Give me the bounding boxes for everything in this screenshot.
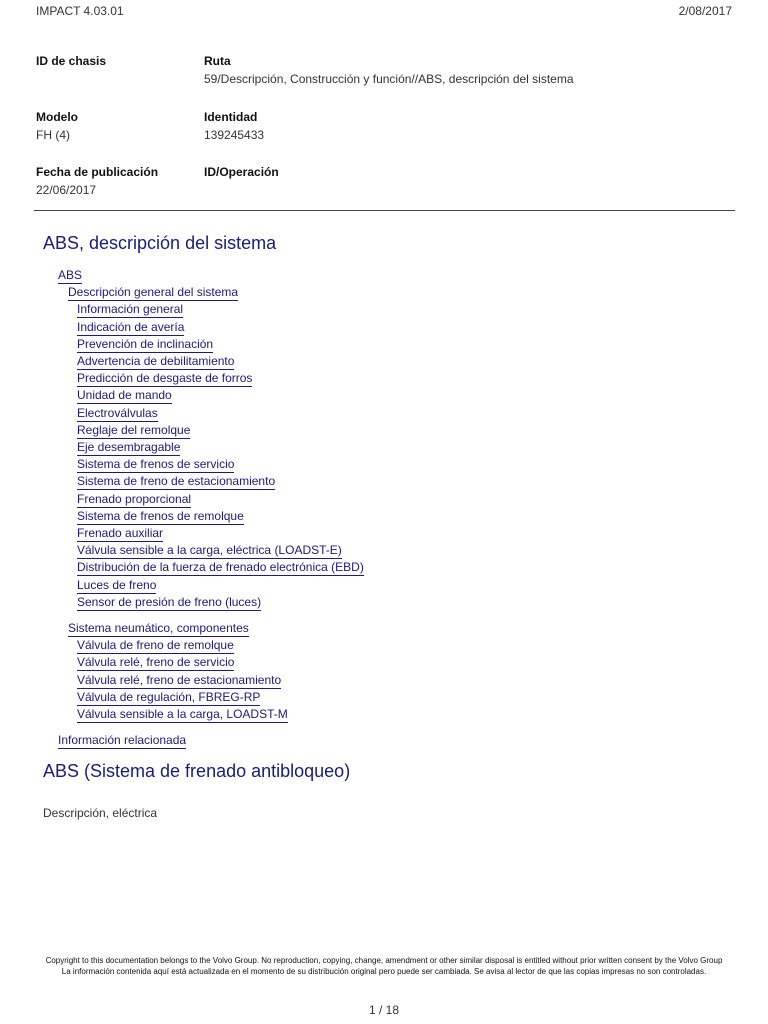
toc-link[interactable]: Predicción de desgaste de forros <box>77 371 253 386</box>
chassis-block <box>36 54 106 72</box>
route-block <box>204 54 574 86</box>
pubdate-label: Fecha de publicación <box>36 165 159 179</box>
toc-link[interactable]: Frenado proporcional <box>77 491 192 506</box>
pubdate-value: 22/06/2017 <box>36 183 97 197</box>
toc-link[interactable]: Luces de freno <box>77 577 157 592</box>
toc-link[interactable]: Frenado auxiliar <box>77 526 164 540</box>
model-block <box>36 110 78 142</box>
footer-notice <box>30 955 738 977</box>
toc-link[interactable]: Válvula sensible a la carga, LOADST-M <box>77 707 288 721</box>
header-divider <box>34 210 735 211</box>
toc-link[interactable]: Válvula de regulación, FBREG-RP <box>77 689 261 704</box>
toc-link[interactable]: Válvula relé, freno de servicio <box>77 655 235 670</box>
chassis-label: ID de chasis <box>36 54 107 68</box>
print-date: 2/08/2017 <box>678 4 732 18</box>
toc-link[interactable]: Sensor de presión de freno (luces) <box>77 594 262 609</box>
toc-link[interactable]: ABS <box>58 268 83 282</box>
toc-link[interactable]: Válvula sensible a la carga, eléctrica (LOADST-E) <box>77 543 342 558</box>
route-label: Ruta <box>204 54 231 68</box>
page-number: 1 / 18 <box>368 1003 400 1017</box>
toc-link[interactable]: Descripción general del sistema <box>68 285 239 300</box>
toc-link[interactable]: Eje desembragable <box>77 440 181 454</box>
page-title: ABS, descripción del sistema <box>43 233 277 253</box>
toc-link[interactable]: Válvula de freno de remolque <box>77 638 234 653</box>
section-title: ABS (Sistema de frenado antibloqueo) <box>43 761 351 781</box>
toc-link[interactable]: Distribución de la fuerza de frenado electrónica (EBD) <box>77 560 364 575</box>
operation-label: ID/Operación <box>204 165 279 179</box>
section-text: Descripción, eléctrica <box>43 806 158 820</box>
identity-value: 139245433 <box>204 128 265 142</box>
identity-label: Identidad <box>204 110 258 124</box>
model-label: Modelo <box>36 110 78 124</box>
toc-link[interactable]: Sistema de frenos de servicio <box>77 457 235 472</box>
toc-link[interactable]: Sistema neumático, componentes <box>68 621 249 635</box>
toc-link[interactable]: Electroválvulas <box>77 405 158 420</box>
toc-link[interactable]: Información relacionada <box>58 733 187 748</box>
toc-link[interactable]: Prevención de inclinación <box>77 336 214 351</box>
toc-link[interactable]: Sistema de frenos de remolque <box>77 508 244 523</box>
app-version: IMPACT 4.03.01 <box>36 4 124 18</box>
toc-link[interactable]: Información general <box>77 302 184 317</box>
toc-link[interactable]: Unidad de mando <box>77 388 172 403</box>
disclaimer-text: La información contenida aquí está actualizada en el momento de su distribución original pero puede ser cambiada. Se avisa al lector de que las copias impresas no son controladas. <box>61 967 707 976</box>
toc-link[interactable]: Reglaje del remolque <box>77 422 191 437</box>
toc-link[interactable]: Válvula relé, freno de estacionamiento <box>77 672 282 687</box>
pubdate-block <box>36 165 158 197</box>
model-value: FH (4) <box>36 128 70 142</box>
route-value: 59/Descripción, Construcción y función//ABS, descripción del sistema <box>204 72 574 86</box>
operation-block <box>204 165 279 183</box>
toc-link[interactable]: Advertencia de debilitamiento <box>77 354 235 368</box>
toc-link[interactable]: Sistema de freno de estacionamiento <box>77 474 276 489</box>
toc-link[interactable]: Indicación de avería <box>77 319 185 334</box>
identity-block <box>204 110 264 142</box>
copyright-text: Copyright to this documentation belongs to the Volvo Group. No reproduction, copying, change, amendment or other similar disposal is entitled without prior written consent by the Volvo Group <box>45 956 723 965</box>
